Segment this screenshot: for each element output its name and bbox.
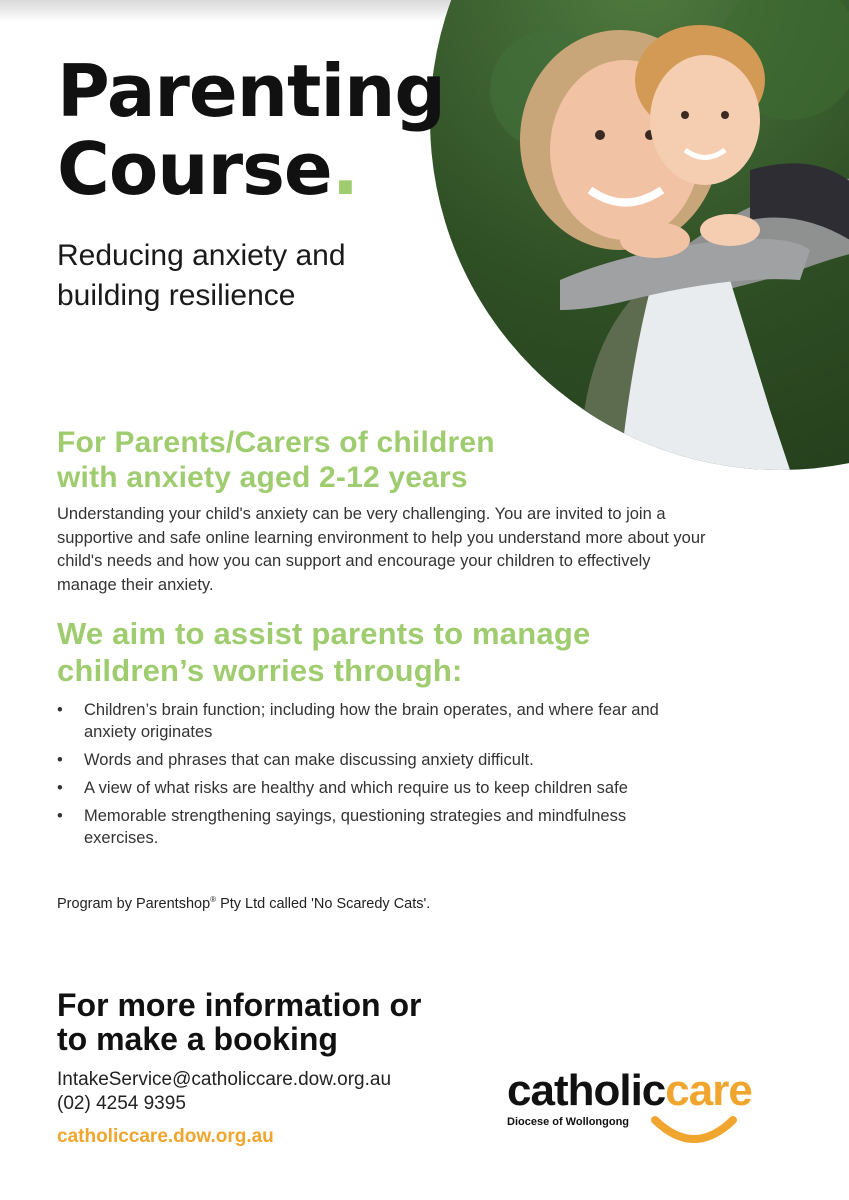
registered-mark: ® (210, 895, 217, 904)
logo-wordmark (507, 1068, 807, 1114)
bullet-icon: • (57, 807, 63, 825)
list-item (57, 805, 677, 849)
page-subtitle (57, 236, 346, 316)
smile-icon (649, 1114, 739, 1148)
program-credit-suffix: Pty Ltd called 'No Scaredy Cats'. (216, 895, 431, 912)
list-item-text: Children’s brain function; including how the brain operates, and where fear and anxiety originates (84, 701, 659, 741)
logo-word-care: care (665, 1066, 752, 1115)
title-line-2: Course (57, 127, 332, 211)
bullet-icon: • (57, 779, 63, 797)
aims-list (57, 699, 677, 855)
audience-heading-line-1: For Parents/Carers of children (57, 426, 495, 459)
list-item-text: A view of what risks are healthy and which require us to keep children safe (84, 779, 628, 797)
list-item-text: Words and phrases that can make discussing anxiety difficult. (84, 751, 534, 769)
logo-diocese: Diocese of Wollongong (507, 1116, 630, 1128)
list-item (57, 749, 677, 771)
catholiccare-logo (507, 1068, 807, 1158)
contact-phone[interactable]: (02) 4254 9395 (57, 1093, 186, 1114)
contact-email-link[interactable]: IntakeService@catholiccare.dow.org.au (57, 1069, 392, 1090)
logo-word-catholic: catholic (507, 1066, 666, 1115)
audience-heading (57, 425, 495, 495)
list-item-text: Memorable strengthening sayings, questioning strategies and mindfulness exercises. (84, 807, 627, 847)
photo-illustration (430, 0, 849, 470)
program-credit-prefix: Program by Parentshop (57, 895, 211, 912)
contact-heading-line-2: to make a booking (57, 1021, 338, 1057)
subtitle-line-1: Reducing anxiety and (57, 239, 346, 272)
contact-heading (57, 988, 421, 1056)
audience-heading-line-2: with anxiety aged 2-12 years (57, 461, 468, 494)
program-credit (57, 895, 430, 912)
contact-details (57, 1068, 391, 1116)
contact-heading-line-1: For more information or (57, 987, 422, 1023)
subtitle-line-2: building resilience (57, 279, 296, 312)
aims-heading-line-2: children’s worries through: (57, 653, 463, 688)
page-title (57, 49, 445, 211)
mother-and-child-photo (430, 0, 849, 470)
list-item (57, 699, 677, 743)
title-accent-dot: . (331, 127, 359, 211)
list-item (57, 777, 677, 799)
bullet-icon: • (57, 701, 63, 719)
aims-heading-line-1: We aim to assist parents to manage (57, 616, 591, 651)
audience-description: Understanding your child's anxiety can be very challenging. You are invited to join a supportive and safe online learning environment to help you understand more about your child's needs and how you can support and encourage your children to effectively manage their anxiety. (57, 505, 706, 594)
bullet-icon: • (57, 751, 63, 769)
title-line-1: Parenting (57, 49, 445, 133)
aims-heading (57, 615, 590, 689)
website-link[interactable]: catholiccare.dow.org.au (57, 1126, 274, 1147)
